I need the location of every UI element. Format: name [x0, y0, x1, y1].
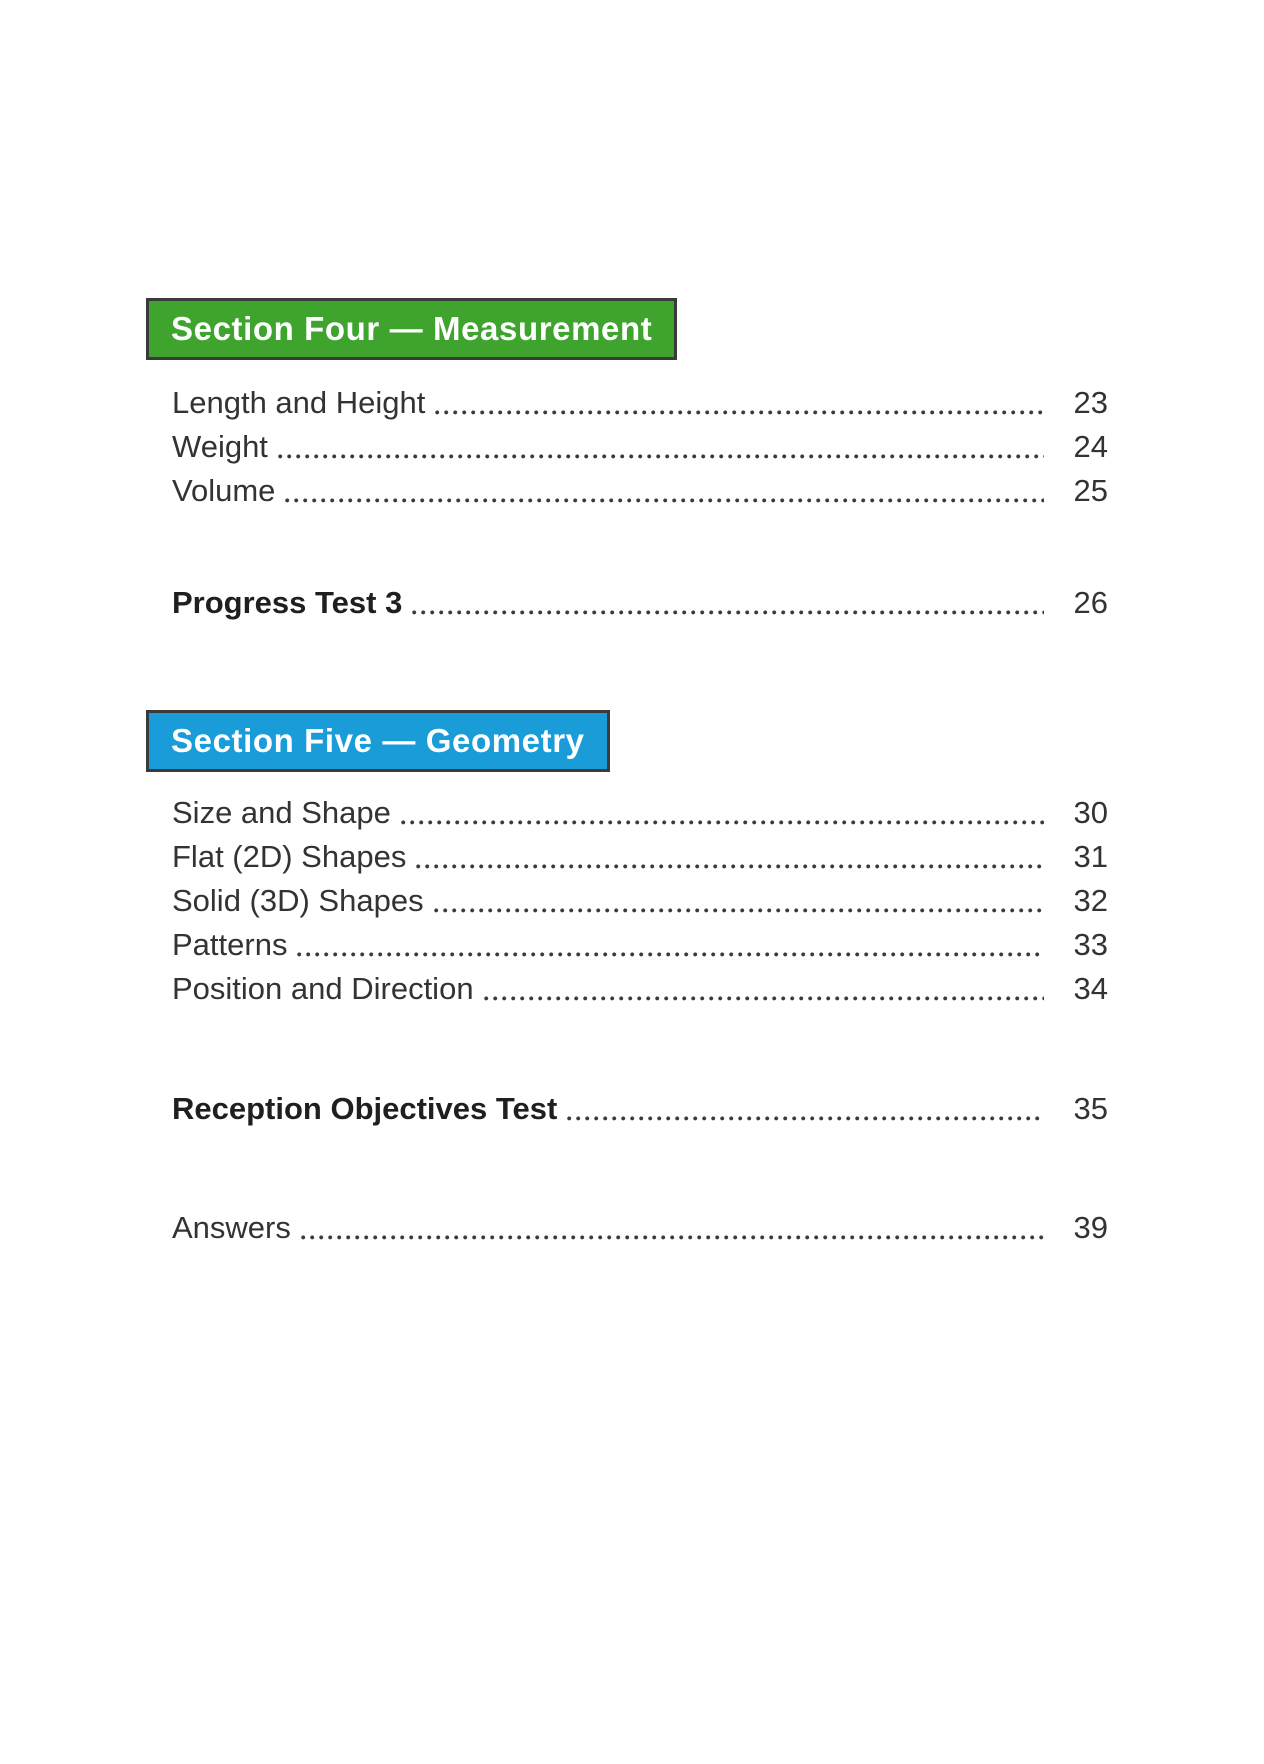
toc-entry-page-number: 25 — [1073, 473, 1108, 508]
section-four-title: Section Four — Measurement — [171, 310, 653, 347]
section-four-entries — [172, 381, 1108, 513]
dotted-leader — [278, 454, 1044, 459]
toc-entry-page-number: 32 — [1073, 883, 1108, 918]
toc-entry — [172, 791, 1108, 835]
toc-entry-page-number: 34 — [1073, 971, 1108, 1006]
section-four — [146, 298, 1264, 625]
toc-entry-label: Flat (2D) Shapes — [172, 839, 407, 874]
section-five — [146, 710, 1264, 1131]
dotted-leader — [301, 1235, 1044, 1240]
dotted-leader — [401, 820, 1044, 825]
toc-entry — [172, 835, 1108, 879]
toc-entry-page-number: 26 — [1073, 585, 1108, 620]
dotted-leader — [435, 410, 1044, 415]
toc-entry-label: Progress Test 3 — [172, 585, 403, 620]
dotted-leader — [412, 610, 1044, 615]
toc-entry-label: Weight — [172, 429, 268, 464]
dotted-leader — [434, 908, 1044, 913]
toc-entry-page-number: 30 — [1073, 795, 1108, 830]
toc-entry — [172, 879, 1108, 923]
section-five-entries — [172, 791, 1108, 1011]
toc-entry-page-number: 24 — [1073, 429, 1108, 464]
toc-entry-label: Volume — [172, 473, 276, 508]
toc-entry — [172, 923, 1108, 967]
dotted-leader — [285, 498, 1044, 503]
toc-entry-label: Patterns — [172, 927, 288, 962]
dotted-leader — [567, 1116, 1044, 1121]
toc-entry — [172, 425, 1108, 469]
toc-entry-page-number: 33 — [1073, 927, 1108, 962]
toc-entry-reception-objectives-test — [172, 1087, 1108, 1131]
dotted-leader — [484, 996, 1044, 1001]
dotted-leader — [416, 864, 1044, 869]
toc-entry-progress-test-3 — [172, 581, 1108, 625]
section-four-header — [146, 298, 677, 360]
toc-entry — [172, 469, 1108, 513]
toc-entry-label: Position and Direction — [172, 971, 474, 1006]
toc-entry-label: Size and Shape — [172, 795, 391, 830]
toc-entry-page-number: 23 — [1073, 385, 1108, 420]
section-five-title: Section Five — Geometry — [171, 722, 585, 759]
toc-entry — [172, 967, 1108, 1011]
toc-entry-label: Solid (3D) Shapes — [172, 883, 424, 918]
section-five-header — [146, 710, 610, 772]
toc-entry-answers — [172, 1206, 1108, 1250]
toc-entry-page-number: 35 — [1073, 1091, 1108, 1126]
dotted-leader — [297, 952, 1044, 957]
toc-entry-label: Length and Height — [172, 385, 426, 420]
toc-entry-page-number: 31 — [1073, 839, 1108, 874]
toc-entry-page-number: 39 — [1073, 1210, 1108, 1245]
toc-entry-label: Answers — [172, 1210, 291, 1245]
toc-entry-label: Reception Objectives Test — [172, 1091, 558, 1126]
toc-entry — [172, 381, 1108, 425]
